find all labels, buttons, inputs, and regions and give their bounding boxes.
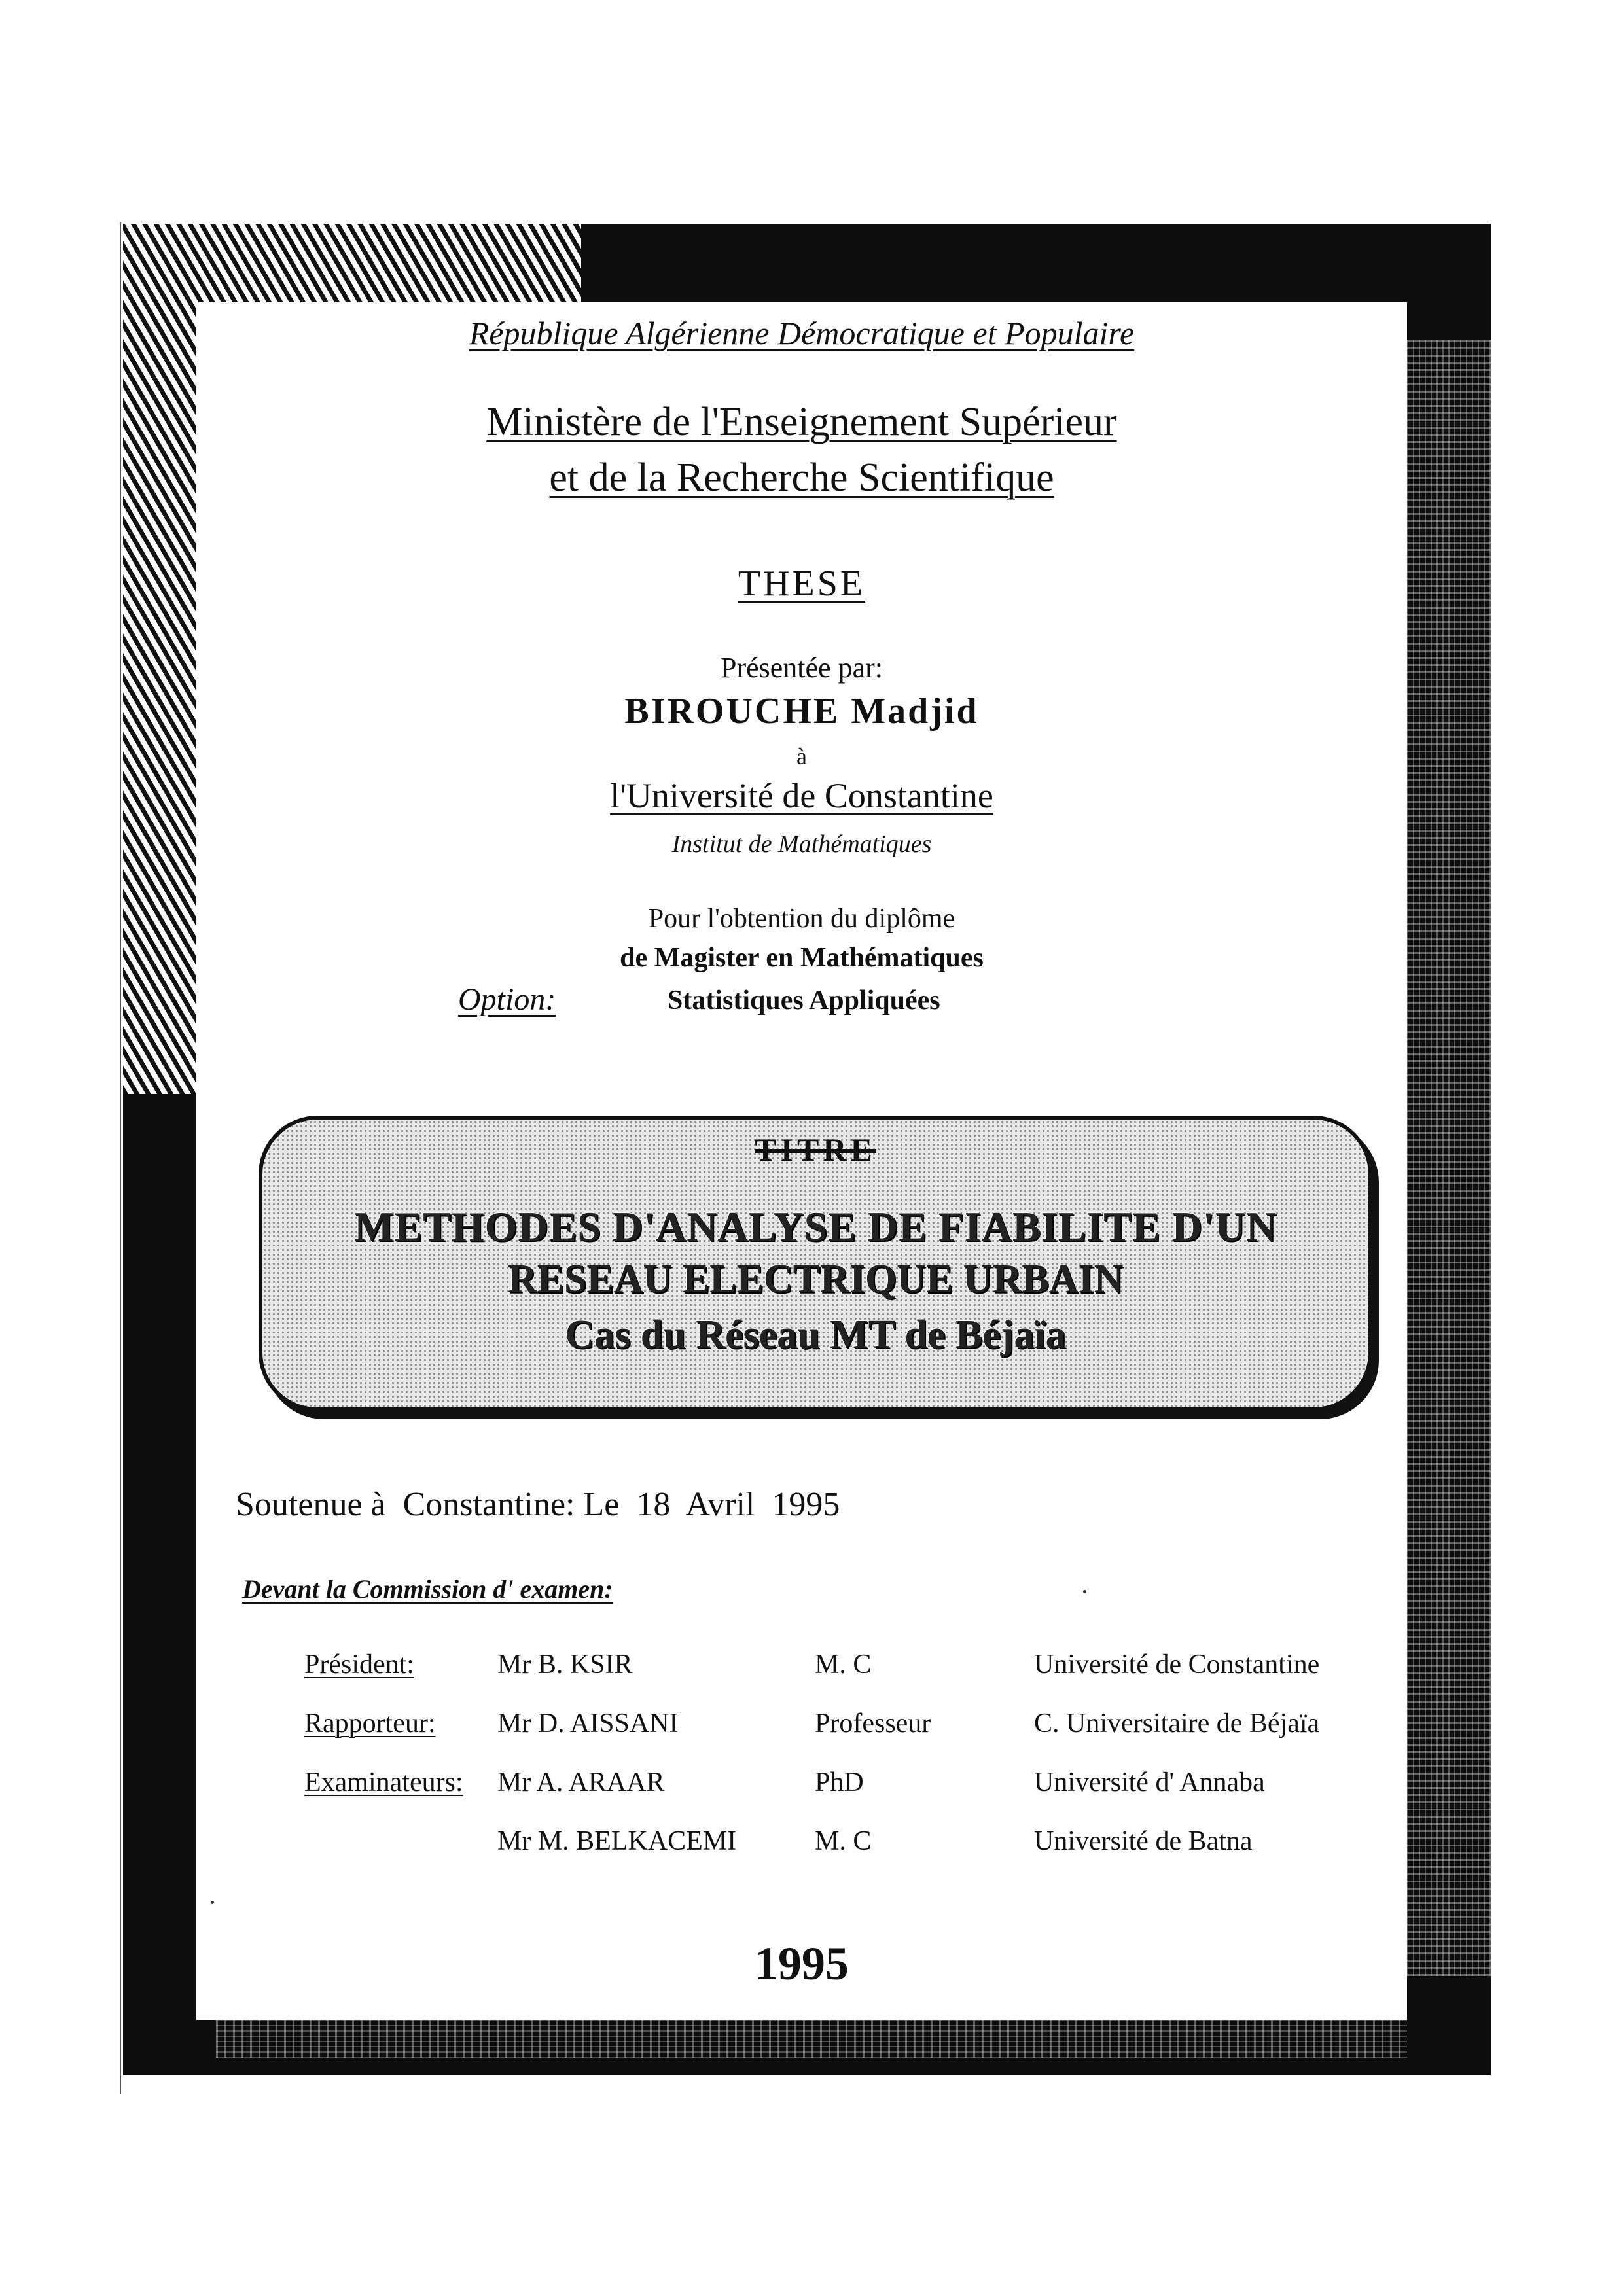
author-name: BIROUCHE Madjid xyxy=(624,691,979,732)
option-value: Statistiques Appliquées xyxy=(668,985,940,1016)
ministry-line-2: et de la Recherche Scientifique xyxy=(549,455,1054,500)
scan-edge-line xyxy=(120,222,121,2094)
purpose-line-1: Pour l'obtention du diplôme xyxy=(648,904,955,934)
committee-member-grade: M. C xyxy=(815,1826,872,1856)
committee-heading: Devant la Commission d' examen: xyxy=(242,1574,613,1604)
committee-role: Rapporteur: xyxy=(304,1708,436,1739)
document-type: THESE xyxy=(738,563,866,604)
committee-member-grade: PhD xyxy=(815,1767,864,1797)
committee-member-institution: C. Universitaire de Béjaïa xyxy=(1034,1708,1320,1739)
institute-name: Institut de Mathématiques xyxy=(671,830,932,858)
thesis-title-line-3: Cas du Réseau MT de Béjaïa xyxy=(565,1313,1066,1357)
ministry-line-1: Ministère de l'Enseignement Supérieur xyxy=(486,400,1117,444)
committee-member-name: Mr D. AISSANI xyxy=(497,1708,679,1739)
option-label: Option: xyxy=(458,982,556,1017)
thesis-title-line-2: RESEAU ELECTRIQUE URBAIN xyxy=(507,1257,1124,1301)
scan-dot xyxy=(211,1901,214,1904)
committee-member-name: Mr M. BELKACEMI xyxy=(497,1826,737,1856)
presented-by-label: Présentée par: xyxy=(721,652,883,684)
committee-member-grade: Professeur xyxy=(815,1708,931,1739)
purpose-line-2: de Magister en Mathématiques xyxy=(620,943,984,973)
preposition: à xyxy=(796,743,807,769)
thesis-year: 1995 xyxy=(755,1937,849,1990)
republic-heading: République Algérienne Démocratique et Populaire xyxy=(469,315,1135,351)
committee-member-institution: Université de Constantine xyxy=(1034,1650,1320,1680)
committee-member-name: Mr A. ARAAR xyxy=(497,1767,665,1797)
thesis-title-line-1: METHODES D'ANALYSE DE FIABILITE D'UN xyxy=(354,1203,1277,1250)
defense-date-line: Soutenue à Constantine: Le 18 Avril 1995 xyxy=(236,1486,840,1523)
title-box-heading: TITRE xyxy=(755,1131,876,1168)
frame-speckle-right xyxy=(1407,340,1491,1976)
committee-member-institution: Université de Batna xyxy=(1034,1826,1253,1856)
committee-member-grade: M. C xyxy=(815,1650,872,1680)
university-name: l'Université de Constantine xyxy=(610,776,993,815)
committee-role: Examinateurs: xyxy=(304,1767,463,1797)
frame-speckle-bottom xyxy=(216,2019,1407,2058)
committee-member-name: Mr B. KSIR xyxy=(497,1650,633,1680)
frame-hatch-pattern-left xyxy=(123,224,202,1094)
committee-member-institution: Université d' Annaba xyxy=(1034,1767,1265,1797)
scan-dot xyxy=(1083,1590,1086,1593)
committee-role: Président: xyxy=(304,1650,414,1680)
